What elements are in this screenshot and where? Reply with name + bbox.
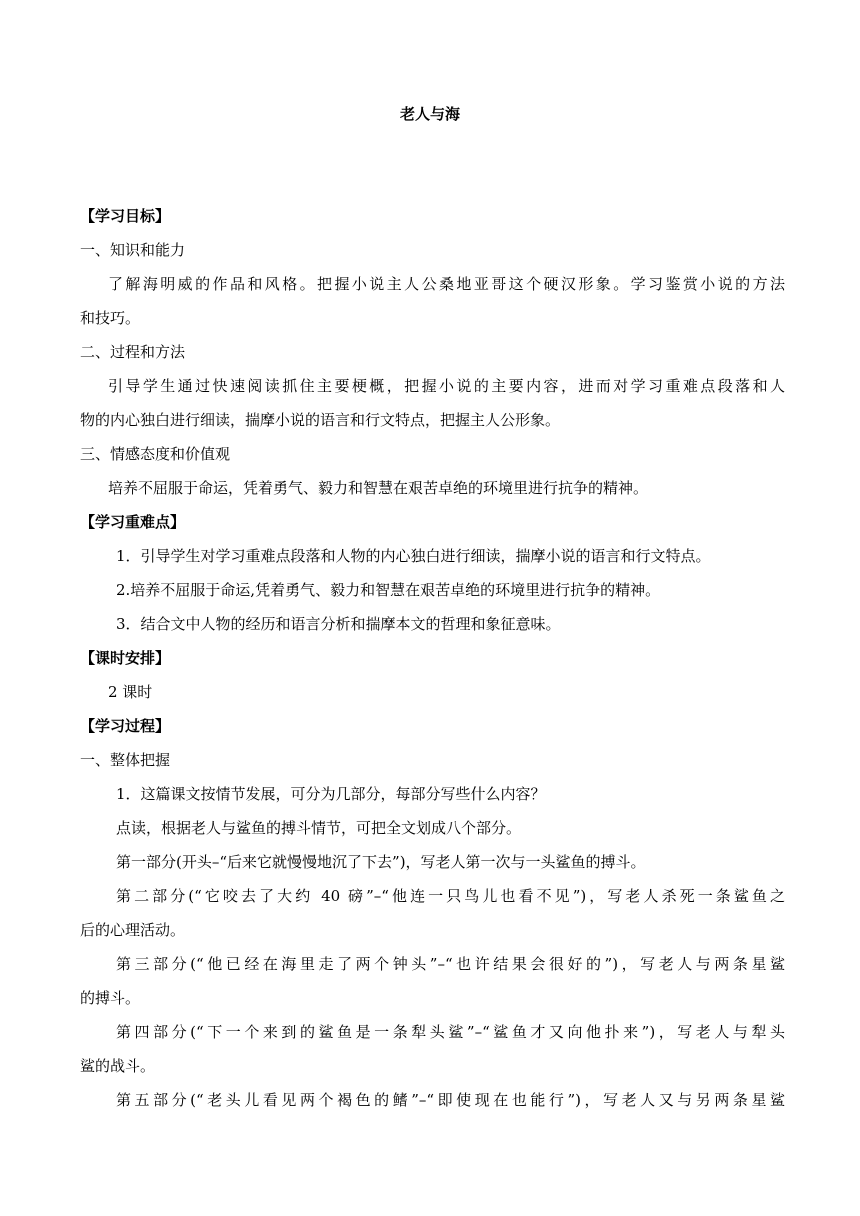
goal-knowledge-text-2: 和技巧。 [80, 309, 141, 327]
question-1-answer: 点读，根据老人与鲨鱼的搏斗情节，可把全文划成八个部分。 [116, 819, 522, 837]
goal-process-title: 二、过程和方法 [80, 343, 186, 361]
part-1: 第一部分(开头–“后来它就慢慢地沉了下去”)，写老人第一次与一头鲨鱼的搏斗。 [116, 853, 646, 871]
part-5-line-1: 第五部分(“老头儿看见两个褐色的鳍”–“即使现在也能行”)，写老人又与另两条星鲨 [116, 1091, 785, 1109]
part-4-line-2: 鲨的战斗。 [80, 1057, 156, 1075]
section-heading-schedule: 【课时安排】 [80, 649, 171, 667]
goal-process-text-2: 物的内心独白进行细读，揣摩小说的语言和行文特点，把握主人公形象。 [80, 411, 561, 429]
section-heading-process: 【学习过程】 [80, 717, 171, 735]
part-3-line-1: 第三部分(“他已经在海里走了两个钟头”–“也许结果会很好的”)，写老人与两条星鲨 [116, 955, 785, 973]
key-point-1: 1．引导学生对学习重难点段落和人物的内心独白进行细读，揣摩小说的语言和行文特点。 [116, 547, 711, 565]
part-2-line-2: 后的心理活动。 [80, 921, 186, 939]
part-4-line-1: 第四部分(“下一个来到的鲨鱼是一条犁头鲨”–“鲨鱼才又向他扑来”)，写老人与犁头 [116, 1023, 785, 1041]
goal-knowledge-text-1: 了解海明威的作品和风格。把握小说主人公桑地亚哥这个硬汉形象。学习鉴赏小说的方法 [108, 275, 785, 293]
document-title: 老人与海 [399, 105, 460, 123]
goal-attitude-text-1: 培养不屈服于命运，凭着勇气、毅力和智慧在艰苦卓绝的环境里进行抗争的精神。 [108, 479, 649, 497]
goal-attitude-title: 三、情感态度和价值观 [80, 445, 231, 463]
key-point-2: 2.培养不屈服于命运,凭着勇气、毅力和智慧在艰苦卓绝的环境里进行抗争的精神。 [116, 581, 661, 599]
goal-knowledge-title: 一、知识和能力 [80, 241, 186, 259]
schedule-value: 2 课时 [108, 683, 153, 701]
question-1: 1．这篇课文按情节发展，可分为几部分，每部分写些什么内容？ [116, 785, 546, 803]
process-overview-title: 一、整体把握 [80, 751, 171, 769]
key-point-3: 3．结合文中人物的经历和语言分析和揣摩本文的哲理和象征意味。 [116, 615, 561, 633]
section-heading-learning-goals: 【学习目标】 [80, 207, 171, 225]
part-3-line-2: 的搏斗。 [80, 989, 141, 1007]
section-heading-key-points: 【学习重难点】 [80, 513, 186, 531]
part-2-line-1: 第二部分(“它咬去了大约 40 磅”–“他连一只鸟儿也看不见”)，写老人杀死一条鲨鱼之 [116, 887, 785, 905]
goal-process-text-1: 引导学生通过快速阅读抓住主要梗概，把握小说的主要内容，进而对学习重难点段落和人 [108, 377, 785, 395]
